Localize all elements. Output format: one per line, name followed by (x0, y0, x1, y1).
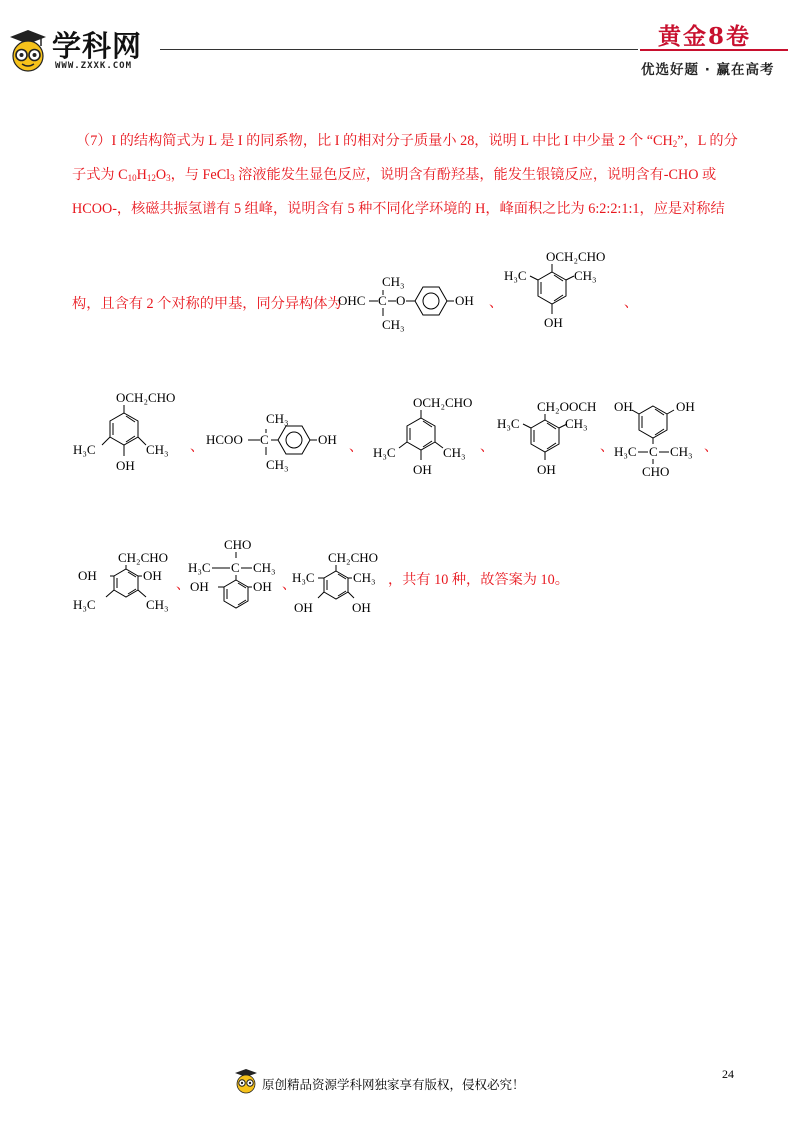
svg-text:O: O (396, 293, 406, 308)
svg-text:OH: OH (294, 600, 313, 615)
separator: 、 (176, 578, 190, 593)
svg-text:OH: OH (78, 568, 97, 583)
brand-title: 黄金8卷 (658, 23, 752, 50)
svg-text:OH: OH (676, 399, 695, 414)
svg-text:OH: OH (253, 579, 272, 594)
svg-text:OH: OH (143, 568, 162, 583)
separator: 、 (600, 440, 614, 455)
svg-text:OH: OH (116, 458, 135, 473)
svg-text:CH₂OOCH: CH₂OOCH (537, 399, 597, 414)
owl-footer-icon (234, 1068, 258, 1094)
header (0, 0, 800, 80)
svg-text:CH₂CHO: CH₂CHO (328, 550, 379, 565)
svg-text:CH₃: CH₃ (266, 457, 289, 472)
structure-8 (70, 545, 180, 617)
svg-text:OH: OH (413, 462, 432, 477)
svg-text:CHO: CHO (224, 537, 252, 552)
svg-text:CH₃: CH₃ (146, 442, 169, 457)
svg-text:CH₃: CH₃ (443, 445, 466, 460)
svg-text:OH: OH (190, 579, 209, 594)
svg-text:CH₃: CH₃ (670, 444, 693, 459)
svg-text:HCOO: HCOO (206, 432, 243, 447)
brand-rule (640, 49, 788, 51)
conclusion-text: ，共有 10 种，故答案为 10。 (388, 572, 569, 588)
page-number: 24 (722, 1067, 734, 1081)
structure-4 (204, 405, 364, 480)
svg-text:H₃C: H₃C (373, 445, 396, 460)
separator: 、 (624, 296, 638, 311)
separator: 、 (489, 296, 503, 311)
svg-text:OCH₂CHO: OCH₂CHO (546, 249, 606, 264)
svg-text:C: C (378, 293, 387, 308)
svg-text:OH: OH (318, 432, 337, 447)
brand-slogan: 优选好题 · 赢在高考 (641, 62, 775, 78)
separator: 、 (704, 440, 718, 455)
svg-text:CH₃: CH₃ (253, 560, 276, 575)
svg-text:C: C (231, 560, 240, 575)
svg-text:C: C (260, 432, 269, 447)
logo-url: WWW.ZXXK.COM (55, 61, 133, 71)
answer-line-1: （7）I 的结构简式为 L 是 I 的同系物，比 I 的相对分子质量小 28，说明 L 中比 I 中少量 2 个 “$CH_2$”，L 的分 (76, 133, 738, 149)
svg-text:CH₃: CH₃ (574, 268, 597, 283)
answer-line-4: 构，且含有 2 个对称的甲基，同分异构体为 (72, 296, 342, 312)
svg-text:H₃C: H₃C (504, 268, 527, 283)
structure-10 (290, 545, 390, 620)
structure-3 (68, 385, 208, 480)
svg-text:CH₃: CH₃ (353, 570, 376, 585)
header-rule (160, 49, 638, 50)
svg-text:H₃C: H₃C (188, 560, 211, 575)
svg-text:H₃C: H₃C (614, 444, 637, 459)
svg-text:H₃C: H₃C (73, 597, 96, 612)
structure-5 (367, 390, 497, 480)
svg-text:OCH₂CHO: OCH₂CHO (413, 395, 473, 410)
svg-text:CH₃: CH₃ (266, 411, 289, 426)
svg-text:C: C (649, 444, 658, 459)
svg-text:CH₂CHO: CH₂CHO (118, 550, 169, 565)
structure-1 (338, 268, 498, 338)
separator: 、 (480, 440, 494, 455)
separator: 、 (349, 440, 363, 455)
owl-logo-icon (8, 28, 48, 72)
svg-text:OH: OH (544, 315, 563, 330)
svg-text:CH₃: CH₃ (565, 416, 588, 431)
svg-text:OH: OH (537, 462, 556, 477)
svg-text:OH: OH (614, 399, 633, 414)
svg-text:CH₃: CH₃ (382, 274, 405, 289)
svg-text:H₃C: H₃C (292, 570, 315, 585)
svg-text:OHC: OHC (338, 293, 366, 308)
structure-9 (186, 532, 286, 620)
svg-text:OH: OH (455, 293, 474, 308)
structure-2 (500, 248, 640, 338)
structure-6 (495, 392, 615, 482)
svg-text:H₃C: H₃C (497, 416, 520, 431)
svg-text:OH: OH (352, 600, 371, 615)
answer-line-2: 子式为 $C_{10}H_{12}O_3$，与 FeCl$_3$ 溶液能发生显色反应，说明含有酚羟基，能发生银镜反应，说明含有-CHO 或 (72, 167, 717, 183)
separator: 、 (282, 578, 296, 593)
svg-text:CHO: CHO (642, 464, 670, 479)
svg-text:OCH₂CHO: OCH₂CHO (116, 390, 176, 405)
svg-text:CH₃: CH₃ (382, 317, 405, 332)
copyright-notice: 原创精品资源学科网独家享有版权，侵权必究！ (262, 1077, 525, 1092)
separator: 、 (190, 440, 204, 455)
answer-line-3: HCOO-，核磁共振氢谱有 5 组峰，说明含有 5 种不同化学环境的 H，峰面积之比为 6:2:2:1:1，应是对称结 (72, 201, 725, 217)
svg-text:H₃C: H₃C (73, 442, 96, 457)
logo-text: 学科网 (52, 29, 143, 63)
svg-text:CH₃: CH₃ (146, 597, 169, 612)
